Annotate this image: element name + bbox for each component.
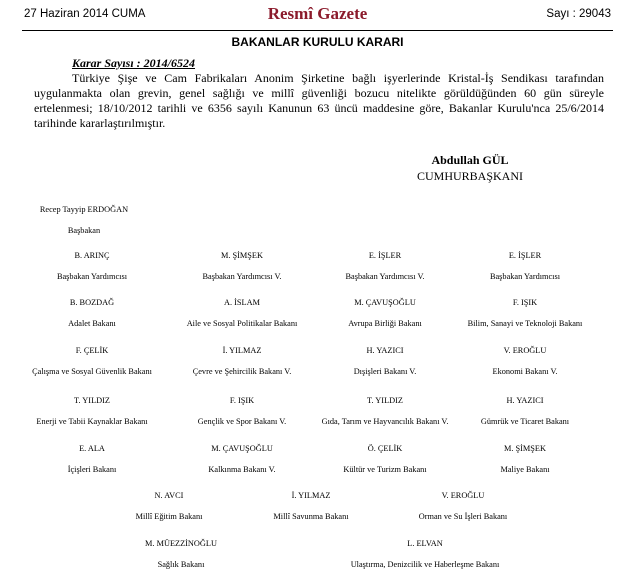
minister-name: M. ÇAVUŞOĞLU <box>354 298 416 307</box>
minister-title: Kalkınma Bakanı V. <box>208 465 276 474</box>
minister-signature <box>226 490 396 523</box>
minister-signature <box>340 538 510 571</box>
minister-title: Başbakan Yardımcısı V. <box>345 272 425 281</box>
minister-signature <box>440 443 610 476</box>
minister-name: M. MÜEZZİNOĞLU <box>145 539 217 548</box>
minister-signature <box>440 250 610 283</box>
minister-title: İçişleri Bakanı <box>67 465 117 474</box>
minister-signature <box>378 490 548 523</box>
minister-title: Çevre ve Şehircilik Bakanı V. <box>192 367 292 376</box>
minister-signature <box>7 345 177 378</box>
section-title: BAKANLAR KURULU KARARI <box>231 35 404 49</box>
minister-signature <box>7 297 177 330</box>
minister-title: Millî Savunma Bakanı <box>273 512 349 521</box>
minister-title: Ekonomi Bakanı V. <box>492 367 558 376</box>
minister-title: Dışişleri Bakanı V. <box>353 367 417 376</box>
gazette-header <box>22 0 613 31</box>
minister-title: Maliye Bakanı <box>500 465 550 474</box>
minister-title: Gümrük ve Ticaret Bakanı <box>480 417 570 426</box>
decision-body: Türkiye Şişe ve Cam Fabrikaları Anonim Şirketine bağlı işyerlerinde Kristal-İş Sendikası tarafından uygulanmakta olan grevin, genel sağlığı ve millî güvenliği bozucu nitelikte görüldüğünden 60 gün süreyle ertelenmesi; 18/10/2012 tarihli ve 6356 sayılı Kanunun 63 üncü maddesine göre, Bakanlar Kurulu'nca 25/6/2014 tarihinde kararlaştırılmıştır. <box>34 71 604 130</box>
minister-signature <box>0 204 169 237</box>
minister-title: Enerji ve Tabii Kaynaklar Bakanı <box>36 417 148 426</box>
minister-title: Millî Eğitim Bakanı <box>135 512 203 521</box>
minister-title: Başbakan Yardımcısı <box>56 272 128 281</box>
minister-title: Gençlik ve Spor Bakanı V. <box>197 417 287 426</box>
minister-name: A. İSLAM <box>224 298 260 307</box>
minister-title: Çalışma ve Sosyal Güvenlik Bakanı <box>32 367 152 376</box>
minister-name: M. ÇAVUŞOĞLU <box>211 444 273 453</box>
president-title: CUMHURBAŞKANI <box>416 169 523 183</box>
minister-title: Avrupa Birliği Bakanı <box>348 319 422 328</box>
minister-name: Recep Tayyip ERDOĞAN <box>39 205 129 214</box>
minister-signature <box>7 443 177 476</box>
minister-name: E. ALA <box>79 444 105 453</box>
minister-name: F. IŞIK <box>512 298 538 307</box>
gazette-title: Resmî Gazete <box>267 4 368 23</box>
minister-name: T. YILDIZ <box>367 396 403 405</box>
minister-title: Orman ve Su İşleri Bakanı <box>418 512 508 521</box>
minister-title: Bilim, Sanayi ve Teknoloji Bakanı <box>467 319 583 328</box>
minister-signature <box>7 250 177 283</box>
minister-name: M. ŞİMŞEK <box>504 444 546 453</box>
minister-name: V. EROĞLU <box>441 491 485 500</box>
minister-name: L. ELVAN <box>407 539 443 548</box>
minister-title: Adalet Bakanı <box>68 319 116 328</box>
minister-title: Başbakan Yardımcısı <box>489 272 561 281</box>
minister-title: Sağlık Bakanı <box>157 560 205 569</box>
header-date: 27 Haziran 2014 CUMA <box>24 8 146 20</box>
minister-title: Ulaştırma, Denizcilik ve Haberleşme Bakanı <box>350 560 500 569</box>
minister-name: V. EROĞLU <box>503 346 547 355</box>
minister-title: Kültür ve Turizm Bakanı <box>343 465 427 474</box>
minister-title: Aile ve Sosyal Politikalar Bakanı <box>186 319 298 328</box>
minister-title: Başbakan <box>67 226 101 235</box>
minister-name: E. İŞLER <box>368 251 402 260</box>
minister-name: H. YAZICI <box>366 346 404 355</box>
minister-name: B. ARINÇ <box>74 251 110 260</box>
minister-name: İ. YILMAZ <box>222 346 262 355</box>
minister-signature <box>440 297 610 330</box>
minister-name: H. YAZICI <box>506 396 544 405</box>
minister-signature <box>7 395 177 428</box>
minister-name: T. YILDIZ <box>74 396 110 405</box>
minister-title: Başbakan Yardımcısı V. <box>202 272 282 281</box>
minister-signature <box>440 345 610 378</box>
minister-name: B. BOZDAĞ <box>69 298 115 307</box>
minister-signature <box>440 395 610 428</box>
minister-signature <box>96 538 266 571</box>
minister-name: Ö. ÇELİK <box>367 444 403 453</box>
president-name: Abdullah GÜL <box>431 153 509 167</box>
minister-title: Gıda, Tarım ve Hayvancılık Bakanı V. <box>321 417 449 426</box>
issue-number: Sayı : 29043 <box>546 8 611 20</box>
minister-name: E. İŞLER <box>508 251 542 260</box>
minister-name: F. IŞIK <box>229 396 255 405</box>
minister-name: İ. YILMAZ <box>291 491 331 500</box>
minister-name: F. ÇELİK <box>75 346 109 355</box>
minister-name: M. ŞİMŞEK <box>221 251 263 260</box>
minister-name: N. AVCI <box>154 491 184 500</box>
decision-number: Karar Sayısı : 2014/6524 <box>72 56 196 70</box>
